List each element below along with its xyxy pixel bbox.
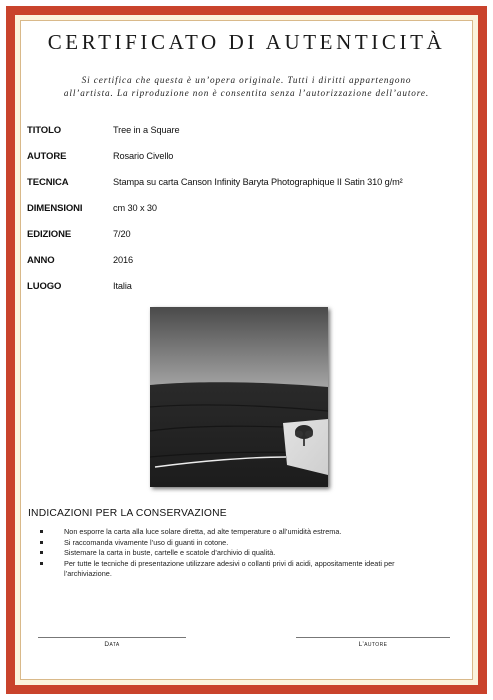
bullet-icon bbox=[40, 551, 43, 554]
list-item bbox=[40, 527, 440, 538]
field-label: AUTORE bbox=[27, 151, 67, 162]
field-label: ANNO bbox=[27, 255, 55, 266]
artwork-photo bbox=[150, 307, 328, 487]
date-label: Data bbox=[104, 641, 120, 648]
date-signature-line bbox=[38, 637, 186, 638]
subtitle-line-1: Si certifica che questa è un’opera originale. Tutti i diritti appartengono bbox=[81, 75, 412, 85]
list-item-text: Si raccomanda vivamente l’uso di guanti in cotone. bbox=[64, 537, 229, 547]
field-label: TITOLO bbox=[27, 125, 62, 136]
conservation-heading: INDICAZIONI PER LA CONSERVAZIONE bbox=[28, 508, 227, 519]
list-item bbox=[40, 559, 440, 580]
list-item-text: Per tutte le tecniche di presentazione utilizzare adesivi o collanti privi di acidi, appositamente ideati per l’archiviazione. bbox=[64, 558, 395, 578]
field-value: 2016 bbox=[113, 255, 134, 265]
field-value: Tree in a Square bbox=[113, 125, 180, 135]
conservation-list bbox=[40, 527, 440, 580]
field-label: DIMENSIONI bbox=[27, 203, 83, 214]
list-item-text: Non esporre la carta alla luce solare diretta, ad alte temperature o all’umidità estrema. bbox=[64, 527, 342, 536]
certificate-title: CERTIFICATO DI AUTENTICITÀ bbox=[47, 30, 446, 54]
bullet-icon bbox=[40, 541, 43, 544]
artwork-image bbox=[150, 307, 328, 487]
author-signature-line bbox=[296, 637, 450, 638]
list-item-text: Sistemare la carta in buste, cartelle e scatole d’archivio di qualità. bbox=[64, 548, 276, 557]
certificate-subtitle bbox=[20, 74, 473, 100]
author-label: L’autore bbox=[358, 641, 388, 648]
field-value: cm 30 x 30 bbox=[113, 203, 157, 213]
list-item bbox=[40, 548, 440, 559]
list-item bbox=[40, 538, 440, 549]
field-label: EDIZIONE bbox=[27, 229, 72, 240]
field-value: Stampa su carta Canson Infinity Baryta Photographique II Satin 310 g/m² bbox=[113, 177, 403, 187]
bullet-icon bbox=[40, 530, 43, 533]
field-label: TECNICA bbox=[27, 177, 69, 188]
field-value: 7/20 bbox=[113, 229, 131, 239]
field-value: Italia bbox=[113, 281, 132, 291]
field-label: LUOGO bbox=[27, 281, 62, 292]
bullet-icon bbox=[40, 562, 43, 565]
field-value: Rosario Civello bbox=[113, 151, 174, 161]
subtitle-line-2: all’artista. La riproduzione non è consentita senza l’autorizzazione dell’autore. bbox=[63, 88, 430, 98]
